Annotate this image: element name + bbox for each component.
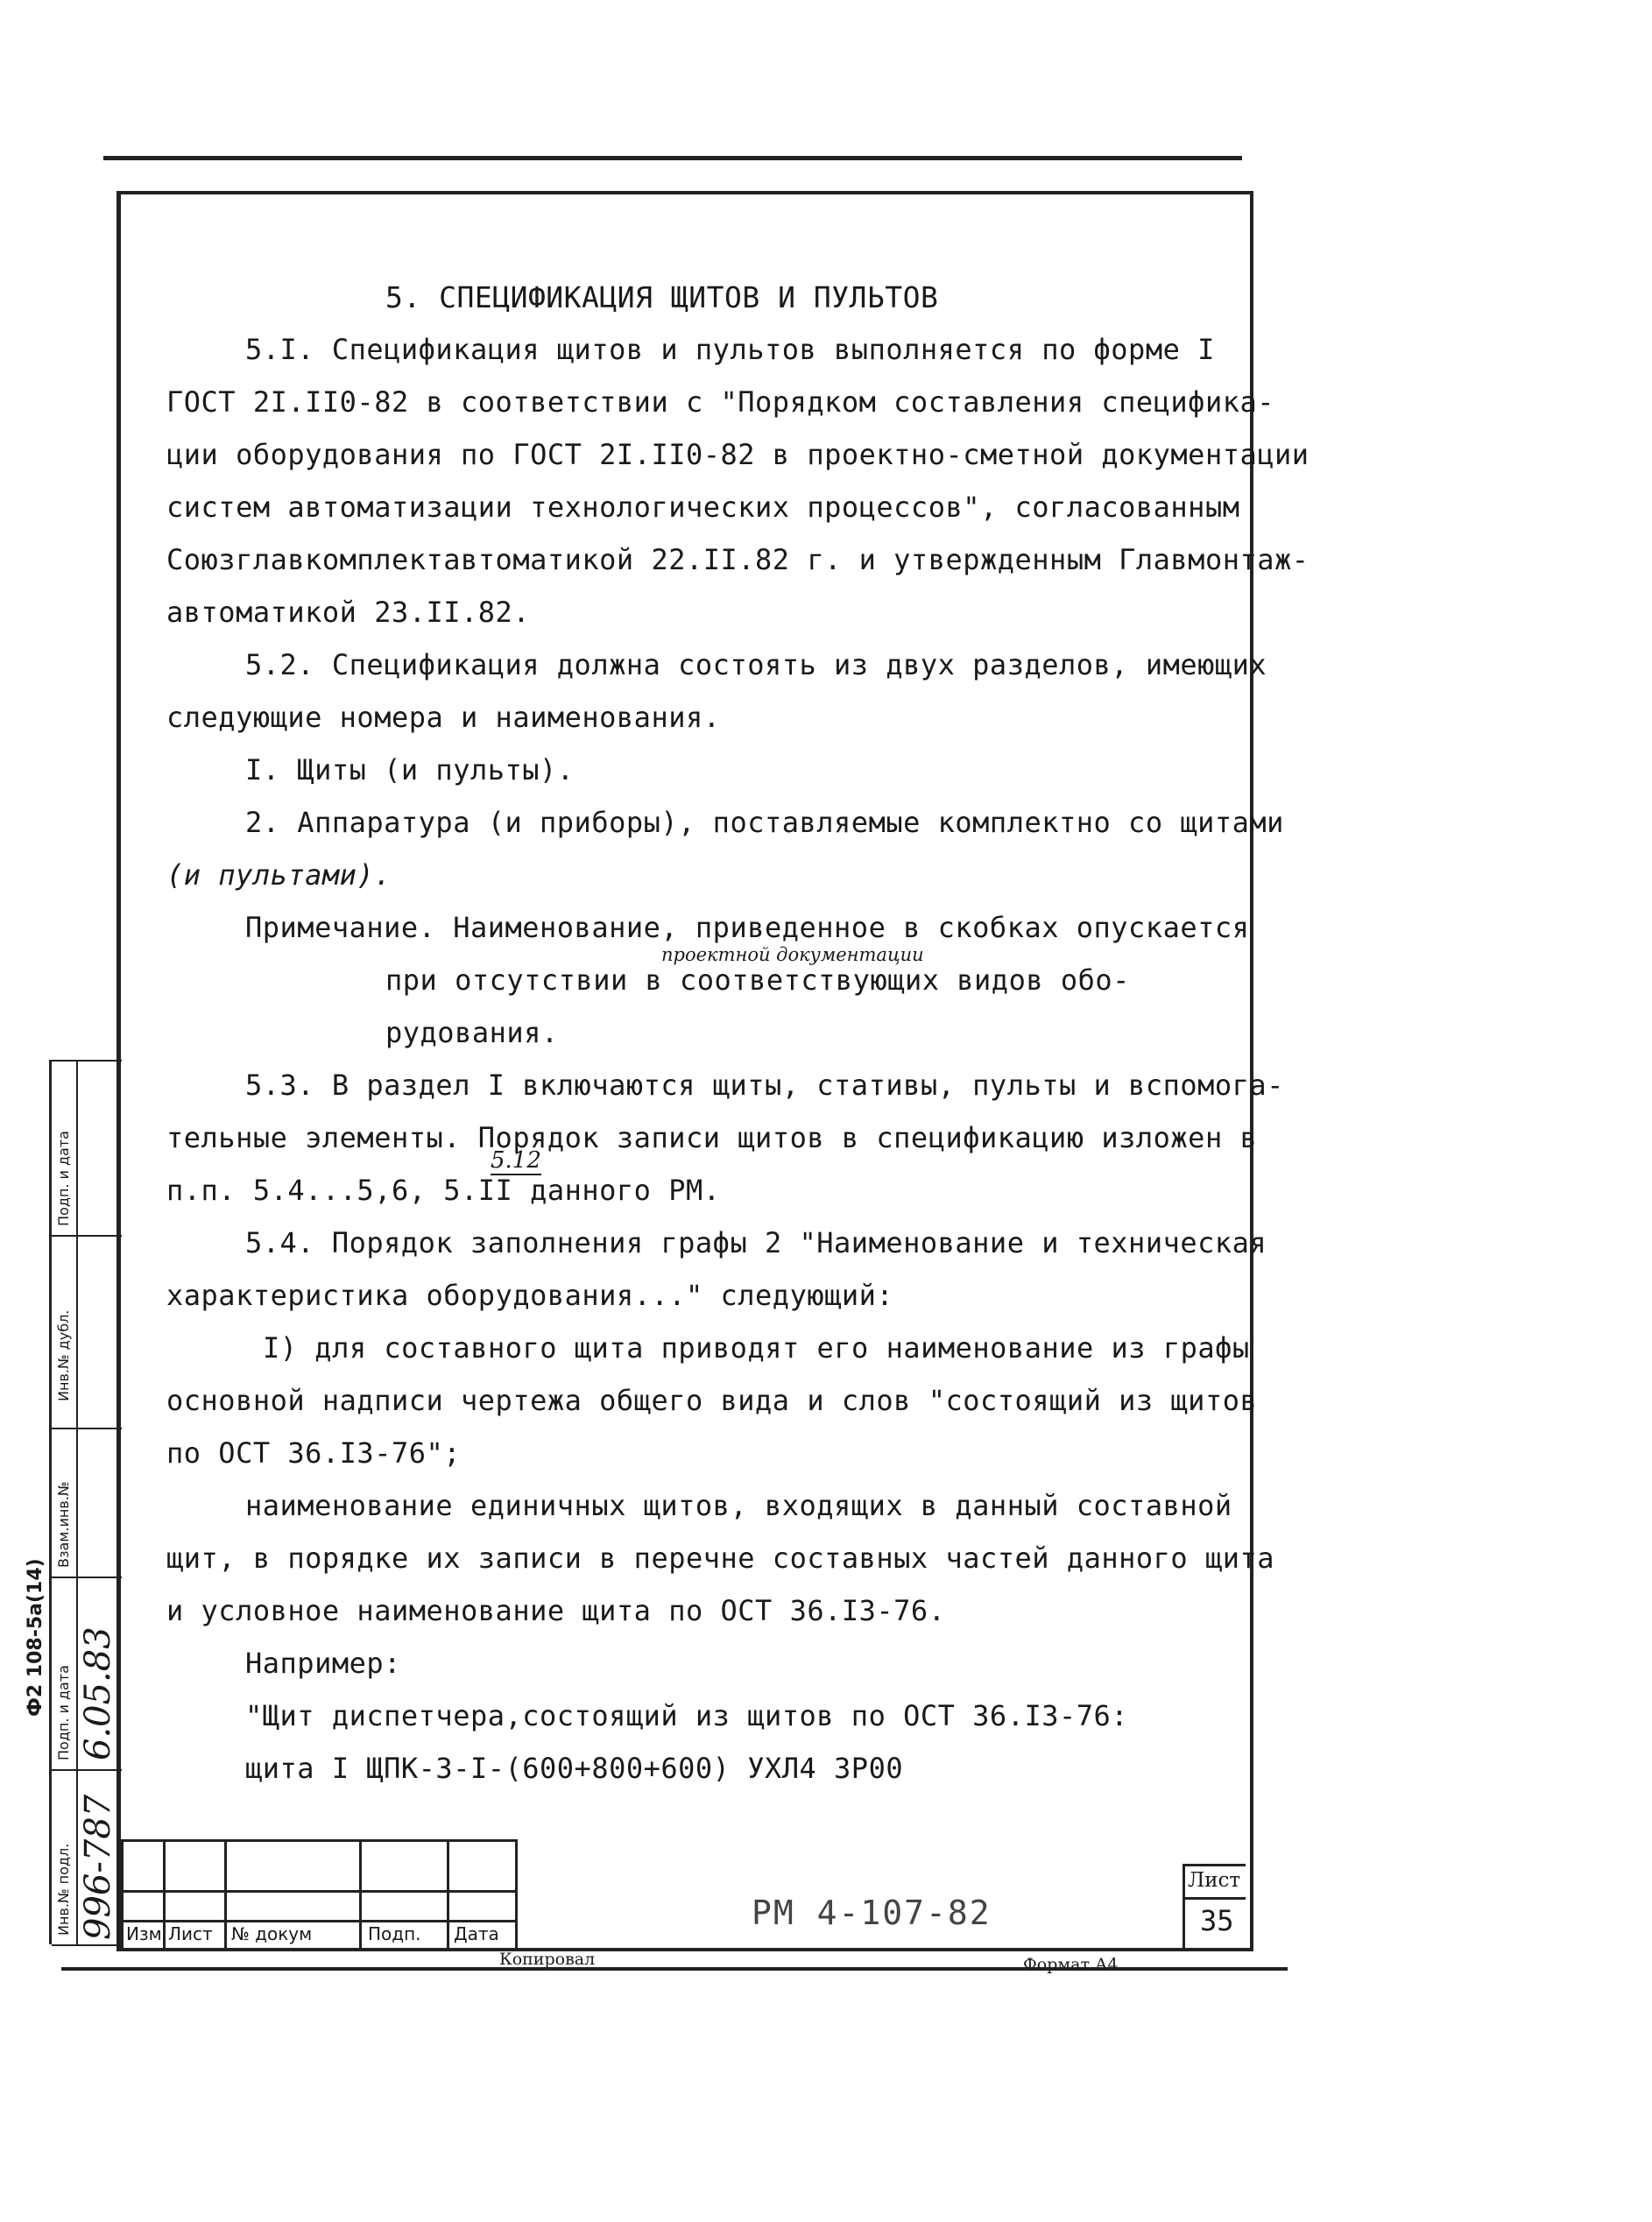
stamp-label: Инв.№ дубл. <box>55 1309 72 1401</box>
col-sign: Подп. <box>368 1923 421 1944</box>
body-line: щит, в порядке их записи в перечне составных частей данного щита <box>166 1541 1274 1575</box>
body-line: I) для составного щита приводят его наименование из графы <box>263 1331 1250 1365</box>
title-block <box>121 1839 1246 1948</box>
top-rule <box>103 156 1242 160</box>
body-line: 5.I. Спецификация щитов и пультов выполняется по форме I <box>245 333 1215 366</box>
sheet-number: 35 <box>1200 1904 1234 1937</box>
body-line: "Щит диспетчера,состоящий из щитов по ОСТ 36.I3-76: <box>245 1699 1129 1732</box>
body-line: п.п. 5.4...5,6, 5.II данного РМ. <box>166 1174 721 1207</box>
body-line: ГОСТ 2I.II0-82 в соответствии с "Порядком составления специфика- <box>166 385 1274 419</box>
form-code: Ф2 108-5а(14) <box>25 1558 46 1717</box>
note-line: Примечание. Наименование, приведенное в скобках опускается <box>245 911 1250 944</box>
handwritten-insert: проектной документации <box>661 944 924 965</box>
body-line: по ОСТ 36.I3-76"; <box>166 1436 462 1470</box>
col-date: Дата <box>454 1923 499 1944</box>
body-line: 5.2. Спецификация должна состоять из двух разделов, имеющих <box>245 648 1267 681</box>
stamp-label: Инв.№ подл. <box>55 1843 72 1936</box>
body-line: характеристика оборудования..." следующий: <box>166 1279 894 1312</box>
note-line: при отсутствии в соответствующих видов обо- <box>385 963 1130 997</box>
col-doc: № докум <box>231 1923 313 1944</box>
col-list: Лист <box>168 1923 213 1944</box>
body-line: Союзглавкомплектавтоматикой 22.II.82 г. и утвержденным Главмонтаж- <box>166 543 1310 576</box>
body-line: щита I ЩПК-3-I-(600+800+600) УХЛ4 3Р00 <box>245 1752 904 1785</box>
body-line: и условное наименование щита по ОСТ 36.I3-76. <box>166 1594 946 1627</box>
stamp-label: Подп. и дата <box>55 1131 72 1226</box>
body-line: (и пультами). <box>166 858 392 892</box>
body-line: I. Щиты (и пульты). <box>245 753 575 787</box>
body-line: ции оборудования по ГОСТ 2I.II0-82 в проектно-сметной документации <box>166 438 1310 471</box>
body-line: 5.3. В раздел I включаются щиты, стативы, пульты и вспомога- <box>245 1069 1284 1102</box>
stamp-label: Взам.инв.№ <box>55 1481 72 1568</box>
stamp-label: Подп. и дата <box>55 1665 72 1760</box>
body-line: систем автоматизации технологических процессов", согласованным <box>166 490 1240 524</box>
document-code: РМ 4-107-82 <box>752 1894 992 1932</box>
body-line: автоматикой 23.II.82. <box>166 596 531 629</box>
body-line: тельные элементы. Порядок записи щитов в спецификацию изложен в <box>166 1121 1258 1154</box>
copied-label: Копировал <box>499 1950 596 1969</box>
body-line: 5.4. Порядок заполнения графы 2 "Наименование и техническая <box>245 1226 1267 1259</box>
body-line: следующие номера и наименования. <box>166 701 721 734</box>
inventory-number: 996-787 <box>78 1794 118 1940</box>
signature-date: 6.05.83 <box>78 1626 118 1760</box>
section-title: 5. СПЕЦИФИКАЦИЯ ЩИТОВ И ПУЛЬТОВ <box>385 280 939 314</box>
sheet-label: Лист <box>1188 1869 1241 1892</box>
note-line: рудования. <box>385 1016 559 1049</box>
col-izm: Изм <box>126 1923 162 1944</box>
body-line: основной надписи чертежа общего вида и слов "состоящий из щитов <box>166 1384 1258 1417</box>
format-label: Формат А4 <box>1023 1955 1119 1974</box>
body-line: наименование единичных щитов, входящих в данный составной <box>245 1489 1232 1522</box>
handwritten-ref: 5.12 <box>491 1147 541 1174</box>
margin-stamp <box>49 1060 122 1944</box>
body-line: Например: <box>245 1647 401 1680</box>
body-line: 2. Аппаратура (и приборы), поставляемые комплектно со щитами <box>245 806 1284 839</box>
